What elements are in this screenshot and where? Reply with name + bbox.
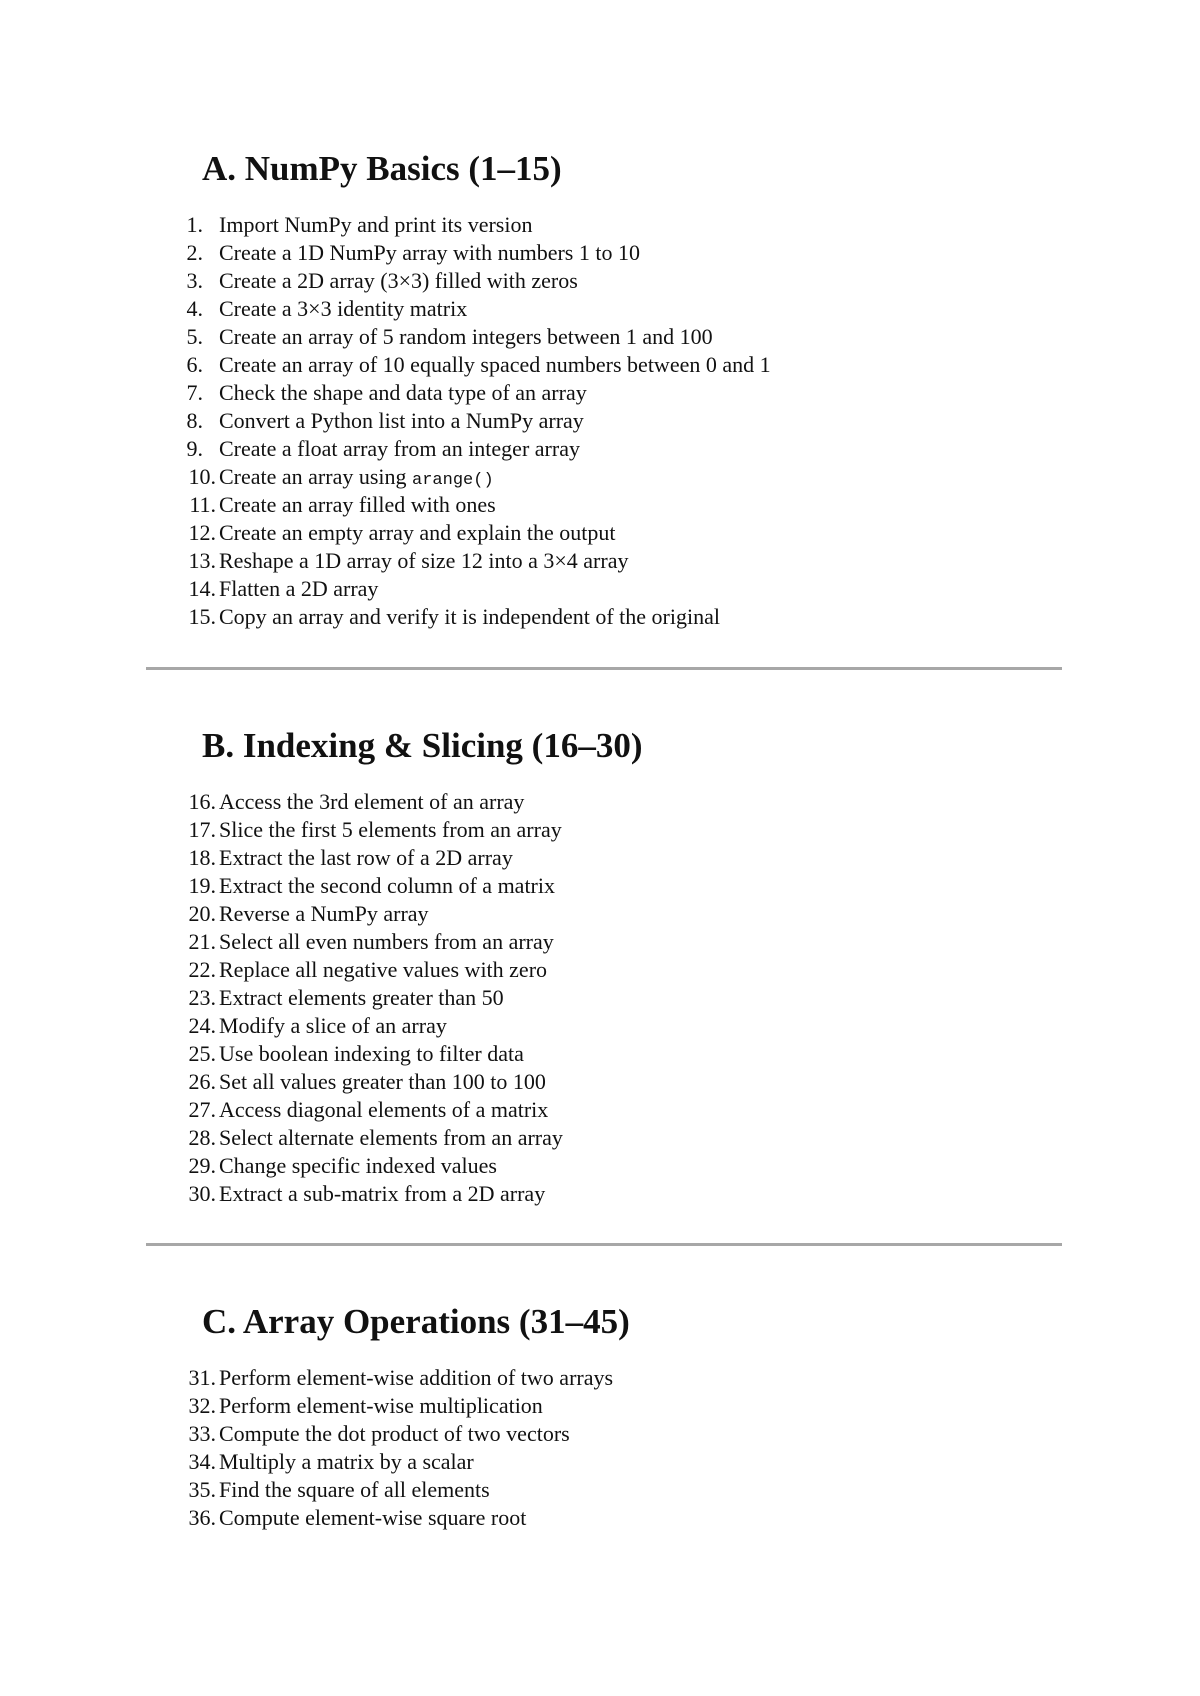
list-item (0, 379, 1200, 407)
item-number: 14. (188, 576, 216, 601)
item-text: Select alternate elements from an array (219, 1125, 563, 1150)
item-text: Create an array of 5 random integers between 1 and 100 (219, 324, 713, 349)
item-number: 35. (188, 1477, 216, 1502)
item-text: Slice the first 5 elements from an array (219, 817, 562, 842)
item-number: 12. (188, 520, 216, 545)
list-item (0, 900, 1200, 928)
item-text: Reshape a 1D array of size 12 into a 3×4 array (219, 548, 629, 573)
item-number: 2. (186, 240, 203, 265)
list-item (0, 788, 1200, 816)
list-item (0, 491, 1200, 519)
section-title: A. NumPy Basics (1–15) (202, 149, 562, 188)
item-number: 26. (188, 1069, 216, 1094)
item-text: Create a 3×3 identity matrix (219, 296, 468, 321)
list-item (0, 519, 1200, 547)
list-item (0, 1448, 1200, 1476)
item-text: Extract the last row of a 2D array (219, 845, 513, 870)
item-text: Create a 1D NumPy array with numbers 1 to 10 (219, 240, 640, 265)
list-item (0, 844, 1200, 872)
item-text: Convert a Python list into a NumPy array (219, 408, 584, 433)
list-item (0, 603, 1200, 631)
item-text: Check the shape and data type of an array (219, 380, 587, 405)
item-number: 18. (188, 845, 216, 870)
item-text: Import NumPy and print its version (219, 212, 533, 237)
item-text: Create an empty array and explain the output (219, 520, 616, 545)
list-item (0, 575, 1200, 603)
item-number: 1. (186, 212, 203, 237)
item-number: 8. (186, 408, 203, 433)
item-text: Perform element-wise addition of two arrays (219, 1365, 614, 1390)
item-text: Extract elements greater than 50 (219, 985, 504, 1010)
list-item (0, 984, 1200, 1012)
list-item (0, 1392, 1200, 1420)
list-item (0, 295, 1200, 323)
item-number: 6. (186, 352, 203, 377)
item-text: Create a 2D array (3×3) filled with zeros (219, 268, 578, 293)
list-item (0, 435, 1200, 463)
item-text: Find the square of all elements (219, 1477, 490, 1502)
item-text: Multiply a matrix by a scalar (219, 1449, 474, 1474)
item-text-prefix: Create an array using (219, 464, 413, 489)
list-item (0, 1012, 1200, 1040)
exercise-list (0, 211, 1200, 631)
item-text: Perform element-wise multiplication (219, 1393, 543, 1418)
list-item (0, 1476, 1200, 1504)
item-text: Create an array of 10 equally spaced numbers between 0 and 1 (219, 352, 771, 377)
item-text: Copy an array and verify it is independent of the original (219, 604, 720, 629)
list-item (0, 1180, 1200, 1208)
item-number: 22. (188, 957, 216, 982)
exercise-list (0, 788, 1200, 1208)
item-number: 20. (188, 901, 216, 926)
item-text: Access the 3rd element of an array (219, 789, 525, 814)
item-number: 31. (188, 1365, 216, 1390)
item-number: 23. (188, 985, 216, 1010)
item-text: Use boolean indexing to filter data (219, 1041, 524, 1066)
list-item (0, 323, 1200, 351)
list-item (0, 239, 1200, 267)
list-item (0, 351, 1200, 379)
section-array-operations (0, 1298, 1200, 1532)
item-text: Reverse a NumPy array (219, 901, 429, 926)
section-title: C. Array Operations (31–45) (202, 1302, 630, 1341)
item-number: 17. (188, 817, 216, 842)
item-text: Select all even numbers from an array (219, 929, 554, 954)
list-item (0, 1152, 1200, 1180)
list-item (0, 1096, 1200, 1124)
item-number: 32. (188, 1393, 216, 1418)
section-divider (146, 1243, 1062, 1246)
item-number: 24. (188, 1013, 216, 1038)
list-item (0, 267, 1200, 295)
list-item (0, 1068, 1200, 1096)
list-item (0, 1124, 1200, 1152)
section-indexing-slicing (0, 722, 1200, 1208)
item-text: Change specific indexed values (219, 1153, 497, 1178)
item-number: 28. (188, 1125, 216, 1150)
exercise-list (0, 1364, 1200, 1532)
section-title: B. Indexing & Slicing (16–30) (202, 726, 643, 765)
item-text: Extract a sub-matrix from a 2D array (219, 1181, 546, 1206)
item-number: 9. (186, 436, 203, 461)
item-text: Extract the second column of a matrix (219, 873, 555, 898)
list-item (0, 211, 1200, 239)
item-number: 15. (188, 604, 216, 629)
item-number: 4. (186, 296, 203, 321)
list-item (0, 407, 1200, 435)
item-number: 10. (188, 464, 216, 489)
item-text: Create an array filled with ones (219, 492, 496, 517)
item-text: Flatten a 2D array (219, 576, 379, 601)
item-text: Access diagonal elements of a matrix (219, 1097, 549, 1122)
item-number: 33. (188, 1421, 216, 1446)
item-number: 3. (186, 268, 203, 293)
item-number: 16. (188, 789, 216, 814)
inline-code: arange() (412, 471, 494, 490)
list-item (0, 1040, 1200, 1068)
item-text: Replace all negative values with zero (219, 957, 548, 982)
item-number: 19. (188, 873, 216, 898)
list-item (0, 1364, 1200, 1392)
item-text: Compute the dot product of two vectors (219, 1421, 570, 1446)
list-item (0, 1420, 1200, 1448)
item-number: 5. (186, 324, 203, 349)
item-number: 34. (188, 1449, 216, 1474)
item-number: 21. (188, 929, 216, 954)
item-text: Create a float array from an integer array (219, 436, 580, 461)
list-item (0, 928, 1200, 956)
item-number: 7. (186, 380, 203, 405)
item-number: 30. (188, 1181, 216, 1206)
list-item (0, 816, 1200, 844)
item-number: 11. (189, 492, 216, 517)
list-item (0, 872, 1200, 900)
item-text: Modify a slice of an array (219, 1013, 447, 1038)
item-number: 25. (188, 1041, 216, 1066)
item-number: 36. (188, 1505, 216, 1530)
item-number: 13. (188, 548, 216, 573)
list-item (0, 1504, 1200, 1532)
section-divider (146, 667, 1062, 670)
item-text: Set all values greater than 100 to 100 (219, 1069, 546, 1094)
list-item (0, 547, 1200, 575)
section-numpy-basics (0, 145, 1200, 631)
list-item (0, 463, 1200, 491)
item-number: 27. (188, 1097, 216, 1122)
item-number: 29. (188, 1153, 216, 1178)
item-text: Compute element-wise square root (219, 1505, 527, 1530)
list-item (0, 956, 1200, 984)
